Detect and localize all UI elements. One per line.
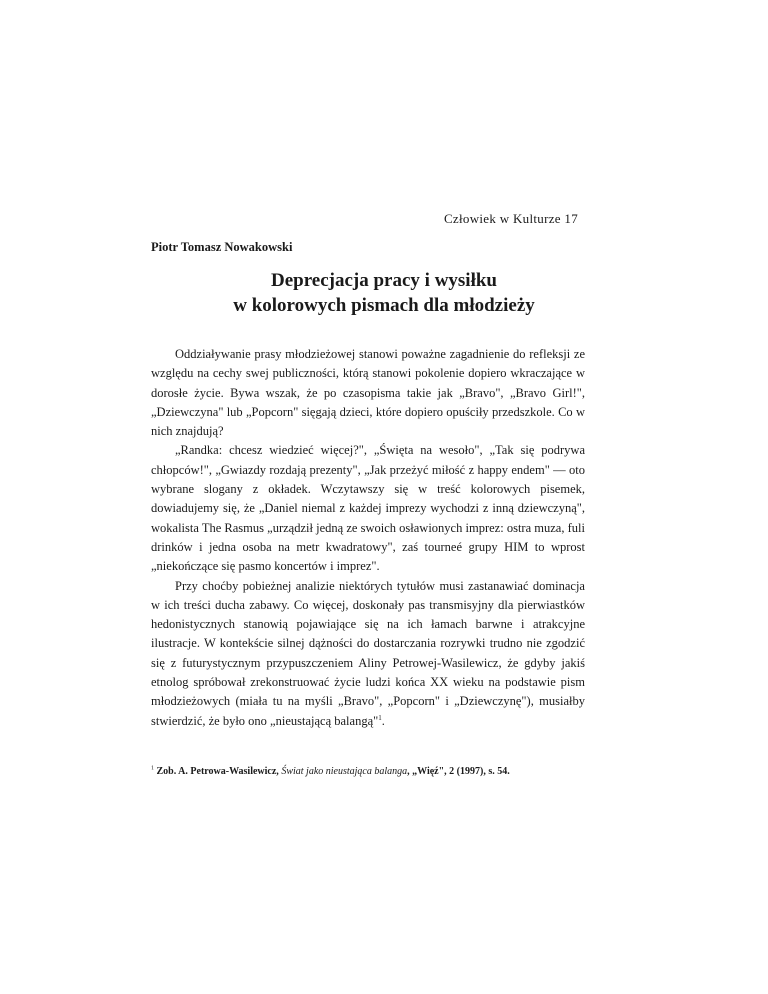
paragraph-3-text: Przy choćby pobieżnej analizie niektórych tytułów musi zastanawiać dominacja w ich treści ducha zabawy. Co więcej, doskonały pas transmisyjny dla pierwiastków hedonistycznych stanowią pojawiające się na ich łamach barwne i atrakcyjne ilustracje. W kontekście silnej dążności do dostarczania rozrywki trudno nie zgodzić się z futurystycznym przypuszczeniem Aliny Petrowej-Wasilewicz, że gdyby jakiś etnolog spróbował zrekonstruować życie ludzi końca XX wieku na podstawie pism młodzieżowych (miała tu na myśli „Bravo", „Popcorn" i „Dziewczynę"), musiałby stwierdzić, że było ono „nieustającą balangą": [151, 578, 585, 728]
title-line-2: w kolorowych pismach dla młodzieży: [233, 295, 535, 316]
footnote-mark: 1: [151, 765, 154, 772]
paragraph-1: Oddziaływanie prasy młodzieżowej stanowi poważne zagadnienie do refleksji ze względu na cechy swej publiczności, którą stanowi pokolenie dopiero wkraczające w dorosłe życie. Bywa wszak, że po czasopisma takie jak „Bravo", „Bravo Girl!", „Dziewczyna" lub „Popcorn" sięgają dzieci, które dopiero opuściły przedszkole. Co w nich znajdują?: [151, 347, 585, 439]
footnote-author: Zob. A. Petrowa-Wasilewicz,: [154, 766, 282, 777]
footnote-source: , „Więź", 2 (1997), s. 54.: [407, 766, 510, 777]
author-name: Piotr Tomasz Nowakowski: [151, 240, 293, 254]
footnote-reference: 1: [378, 713, 382, 722]
title-line-1: Deprecjacja pracy i wysiłku: [270, 270, 498, 291]
article-title: [0, 268, 768, 318]
paragraph-3: [151, 577, 585, 731]
paragraph-3-end: .: [381, 713, 385, 728]
running-head: Człowiek w Kulturze 17: [443, 211, 578, 226]
footnote-work-title: Świat jako nieustająca balanga: [281, 766, 408, 777]
paragraph-2: „Randka: chcesz wiedzieć więcej?", „Święta na wesoło", „Tak się podrywa chłopców!", „Gwiazdy rozdają prezenty", „Jak przeżyć miłość z happy endem" — oto wybrane slogany z okładek. Wczytawszy się w treść kolorowych pisemek, dowiadujemy się, że „Daniel niemal z każdej imprezy wychodzi z inną dziewczyną", wokalista The Rasmus „urządził jedną ze swoich osławionych imprez: ostra muza, fuli drinków i jedna osoba na metr kwadratowy", zaś tourneé grupy HIM to wprost „niekończące się pasmo koncertów i imprez".: [151, 443, 585, 574]
article-body: [151, 345, 585, 731]
footnote: [151, 766, 591, 777]
